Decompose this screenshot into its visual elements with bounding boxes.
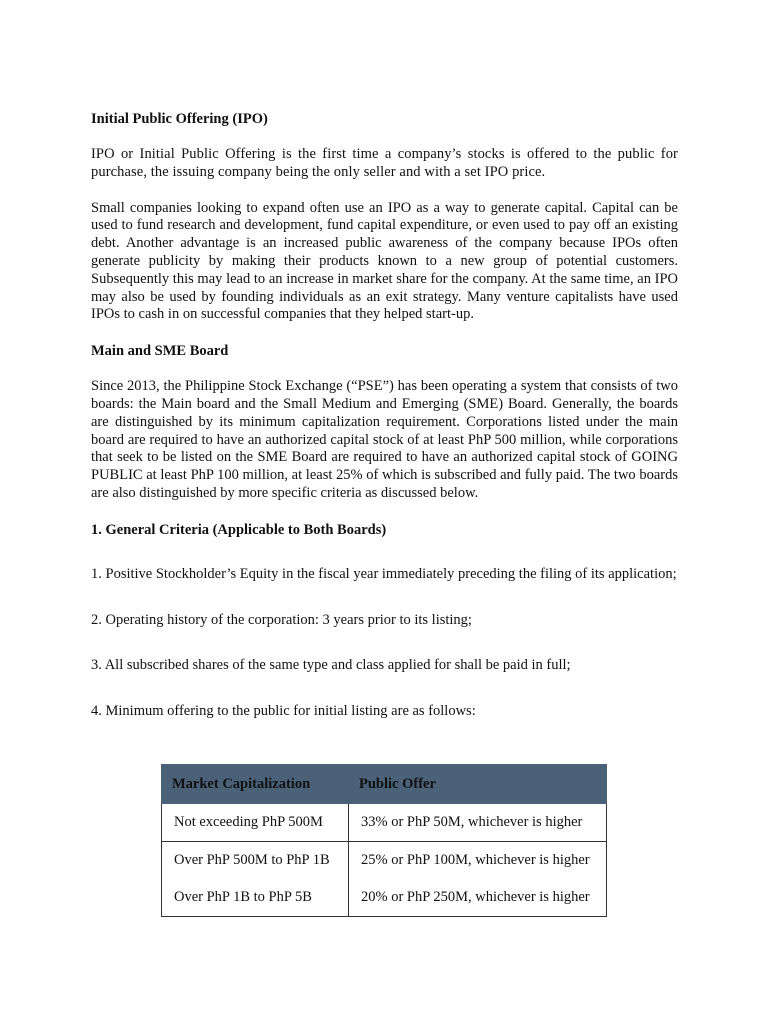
paragraph-boards: Since 2013, the Philippine Stock Exchange (“PSE”) has been operating a system that consists of two boards: the Main board and the Small Medium and Emerging (SME) Board. Generally, the boards are distinguished by its minimum capitalization requirement. Corporations listed under the main board are required to have an authorized capital stock of at least PhP 500 million, while corporations that seek to be listed on the SME Board are required to have an authorized capital stock of GOING PUBLIC at least PhP 100 million, at least 25% of which is subscribed and fully paid. The two boards are also distinguished by more specific criteria as discussed below. [91, 378, 678, 501]
table-cell: Not exceeding PhP 500M [162, 804, 349, 842]
table-cell: 25% or PhP 100M, whichever is higher [349, 842, 607, 880]
heading-general-criteria: 1. General Criteria (Applicable to Both Boards) [91, 521, 387, 538]
table-row [162, 804, 607, 842]
table-row [162, 842, 607, 880]
criterion-item-4: 4. Minimum offering to the public for initial listing are as follows: [91, 703, 476, 720]
table-cell: 20% or PhP 250M, whichever is higher [349, 879, 607, 917]
criterion-item-2: 2. Operating history of the corporation: 3 years prior to its listing; [91, 611, 472, 628]
document-page [91, 110, 678, 721]
public-offer-table [161, 764, 607, 917]
table-header-row [162, 765, 607, 804]
table-cell: Over PhP 500M to PhP 1B [162, 842, 349, 880]
criterion-item-1: 1. Positive Stockholder’s Equity in the fiscal year immediately preceding the filing of its application; [91, 565, 677, 582]
table-cell: Over PhP 1B to PhP 5B [162, 879, 349, 917]
paragraph-ipo-uses: Small companies looking to expand often use an IPO as a way to generate capital. Capital can be used to fund research and development, fund capital expenditure, or even used to pay off an existing debt. Another advantage is an increased public awareness of the company because IPOs often generate publicity by making their products known to a new group of potential customers. Subsequently this may lead to an increase in market share for the company. At the same time, an IPO may also be used by founding individuals as an exit strategy. Many venture capitalists have used IPOs to cash in on successful companies that they helped start-up. [91, 199, 678, 323]
heading-main-sme-board: Main and SME Board [91, 343, 229, 360]
header-market-capitalization: Market Capitalization [162, 765, 349, 804]
table-row [162, 879, 607, 917]
criterion-item-3: 3. All subscribed shares of the same type and class applied for shall be paid in full; [91, 657, 571, 674]
header-public-offer: Public Offer [349, 765, 607, 804]
heading-ipo: Initial Public Offering (IPO) [91, 111, 268, 127]
table-cell: 33% or PhP 50M, whichever is higher [349, 804, 607, 842]
paragraph-ipo-definition: IPO or Initial Public Offering is the first time a company’s stocks is offered to the public for purchase, the issuing company being the only seller and with a set IPO price. [91, 146, 678, 180]
